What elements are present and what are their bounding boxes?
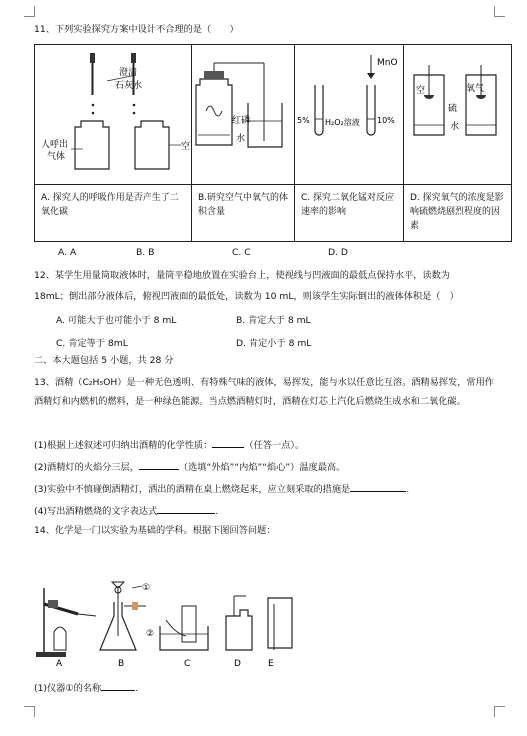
label-c: C [184,659,191,668]
label-lime-water-2: 石灰水 [115,81,143,91]
q13-answer-3-blank[interactable] [350,481,406,492]
q12-line-1: 12、某学生用量筒取液体时，量筒平稳地放置在实验台上，使视线与凹液面的最低点保持水平，读数为 [34,270,450,281]
q13-answer-4-blank[interactable] [157,503,215,514]
label-e: E [268,659,274,668]
label-water-b: 水 [236,134,246,144]
caption-b: B.研究空气中氧气的体积含量 [198,193,289,217]
q13-sub-4 [34,503,218,518]
q13-sub-2 [34,459,345,474]
label-5-percent: 5% [297,116,310,125]
cell-a-caption [35,185,192,242]
q13-paragraph: 13、酒精（C₂H₅OH）是一种无色透明、有特殊气味的液体，易挥发，能与水以任意比互溶。酒精易挥发，常用作酒精灯和内燃机的燃料，是一种绿色能源。当点燃酒精灯时，酒精在灯芯上汽化后燃烧生成水和二氧化碳。 [34,377,494,407]
cell-c-figure [295,45,404,185]
q11-experiment-table [34,44,512,242]
cell-d-caption [404,185,512,242]
label-10-percent: 10% [377,116,395,125]
q14-sub-1-text: (1)仪器①的名称 [34,683,102,694]
q13-sub-4-period: . [215,506,219,517]
q11-option-c[interactable]: C. C [232,247,251,258]
cell-a-figure [35,45,192,185]
q13-sub-2-text: (2)酒精灯的火焰分三层， [34,462,139,473]
label-mno2: MnO [377,58,398,68]
q14-sub-1 [34,680,138,695]
caption-d: D. 探究氧气的浓度是影响硫燃烧剧烈程度的因素 [410,193,504,231]
label-air-d: 空 [416,86,426,96]
q12-line-2: 18mL；倒出部分液体后，俯视凹液面的最低处，读数为 10 mL，则该学生实际倒出的液体体积是（ ） [34,291,459,302]
label-h2o2: H₂O₂溶液 [325,118,360,127]
section-2-heading: 二、本大题包括 5 小题，共 28 分 [34,355,174,366]
q13-sub-2-suffix: （选填“外焰”“内焰”“焰心”）温度最高。 [178,462,346,473]
q14-stem: 14、化学是一门以实验为基础的学科。根据下图回答问题： [34,525,276,536]
cell-b-figure [192,45,295,185]
q14-answer-1-blank[interactable] [101,680,135,691]
crop-mark-top-left [24,6,35,17]
cell-d-figure [404,45,512,185]
q13-sub-3-period: . [406,484,410,495]
cell-c-caption [295,185,404,242]
marker-2: ② [146,629,155,639]
figure-b-phosphorus [192,45,294,181]
caption-a: A. 探究人的呼吸作用是否产生了二氧化碳 [41,193,179,217]
figure-a-breath-test [35,45,191,181]
q12-option-d[interactable]: D. 肯定小于 8 mL [236,338,312,349]
figure-c-mno2 [295,45,403,181]
q11-stem: 11、下列实验探究方案中设计不合理的是（ ） [34,24,239,35]
q13-sub-3 [34,481,409,496]
label-sulfur: 硫 [448,104,458,114]
label-oxygen: 氧气 [466,84,485,94]
q11-option-b[interactable]: B. B [136,247,155,258]
label-d: D [234,659,241,668]
label-water-d: 水 [450,122,460,132]
figure-d-sulfur [404,45,511,181]
crop-mark-bottom-left [24,706,35,717]
label-red-phosphorus: 红磷 [232,116,251,126]
q12-option-b[interactable]: B. 肯定大于 8 mL [236,315,311,326]
marker-1: ① [142,583,151,593]
q13-answer-1-blank[interactable] [212,437,244,448]
crop-mark-top-right [494,6,505,17]
label-lime-water: 澄清 [119,68,138,78]
q12-option-c[interactable]: C. 肯定等于 8mL [56,338,128,349]
cell-b-caption [192,185,295,242]
label-b: B [118,659,125,668]
q13-answer-2-blank[interactable] [139,459,179,470]
q11-option-a[interactable]: A. A [58,247,77,258]
q14-apparatus-figure [34,576,304,668]
crop-mark-bottom-right [494,706,505,717]
q13-sub-1-suffix: （任答一点）。 [244,440,305,451]
label-a: A [56,659,63,668]
q14-sub-1-period: . [135,683,139,694]
q13-sub-4-text: (4)写出酒精燃烧的文字表达式 [34,506,158,517]
q13-sub-1 [34,437,304,452]
label-breath-2: 气体 [47,152,66,162]
q11-option-d[interactable]: D. D [328,247,348,258]
q13-sub-3-text: (3)实验中不慎碰倒酒精灯，洒出的酒精在桌上燃烧起来，应立刻采取的措施是 [34,484,351,495]
label-breath: 人呼出 [41,140,69,150]
q12-option-a[interactable]: A. 可能大于也可能小于 8 mL [56,315,177,326]
label-air: 空 [181,142,191,152]
caption-c: C. 探究二氧化锰对反应速率的影响 [301,193,395,217]
q13-sub-1-text: (1)根据上述叙述可归纳出酒精的化学性质： [34,440,213,451]
